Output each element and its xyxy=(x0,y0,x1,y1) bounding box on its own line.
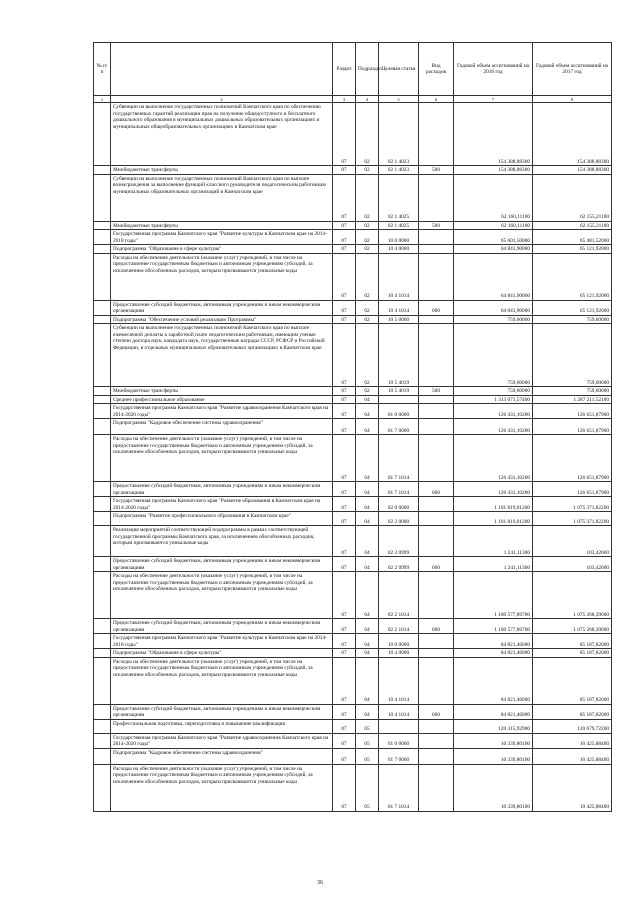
row-name-cell: Государственная программа Камчатского края "Развитие здравоохранения Камчатского края на 2014-2020 годы" xyxy=(111,404,333,419)
row-target-cell: 10 5 0000 xyxy=(379,315,419,324)
row-subsection-cell: 04 xyxy=(356,419,379,435)
row-expense-cell xyxy=(419,419,454,435)
row-2016-cell: 126 431,10200 xyxy=(454,404,533,419)
row-subsection-cell: 04 xyxy=(356,404,379,419)
row-2016-cell: 84 821,46000 xyxy=(454,634,533,649)
row-section-cell: 07 xyxy=(333,764,356,811)
table-row xyxy=(94,649,612,658)
row-number-cell xyxy=(94,174,111,221)
row-section-cell: 07 xyxy=(333,657,356,704)
colnum: 1 xyxy=(94,96,111,103)
row-section-cell: 07 xyxy=(333,315,356,324)
table-row xyxy=(94,404,612,419)
row-target-cell: 02 2 0999 xyxy=(379,526,419,557)
row-expense-cell xyxy=(419,404,454,419)
row-subsection-cell: 04 xyxy=(356,704,379,719)
row-2016-cell: 126 431,10200 xyxy=(454,435,533,482)
row-expense-cell xyxy=(419,253,454,300)
row-section-cell: 07 xyxy=(333,395,356,404)
row-name-cell: Государственная программа Камчатского края "Развитие образования в Камчатском крае на 2014-2020 годы" xyxy=(111,497,333,512)
row-number-cell xyxy=(94,166,111,175)
row-2017-cell: 10 425,88400 xyxy=(533,748,612,764)
row-expense-cell xyxy=(419,572,454,619)
row-number-cell xyxy=(94,572,111,619)
colnum: 6 xyxy=(419,96,454,103)
row-2016-cell: 64 841,90000 xyxy=(454,245,533,254)
row-section-cell: 07 xyxy=(333,482,356,497)
row-number-cell xyxy=(94,634,111,649)
row-2016-cell: 10 339,80100 xyxy=(454,733,533,748)
row-target-cell: 01 0 0000 xyxy=(379,404,419,419)
table-row xyxy=(94,748,612,764)
row-expense-cell xyxy=(419,230,454,245)
row-target-cell: 02 2 1014 xyxy=(379,572,419,619)
row-subsection-cell: 02 xyxy=(356,387,379,396)
row-number-cell xyxy=(94,230,111,245)
row-section-cell: 07 xyxy=(333,253,356,300)
row-target-cell: 01 7 0000 xyxy=(379,748,419,764)
row-expense-cell xyxy=(419,395,454,404)
row-subsection-cell: 02 xyxy=(356,324,379,387)
table-row xyxy=(94,419,612,435)
row-target-cell: 10 4 0000 xyxy=(379,245,419,254)
row-name-cell: Предоставление субсидий бюджетным, автономным учреждениям и иным некоммерческим организациям xyxy=(111,619,333,634)
row-number-cell xyxy=(94,103,111,166)
row-2017-cell: 126 651,87900 xyxy=(533,482,612,497)
row-number-cell xyxy=(94,387,111,396)
row-expense-cell: 600 xyxy=(419,704,454,719)
row-number-cell xyxy=(94,512,111,526)
row-subsection-cell: 04 xyxy=(356,557,379,572)
row-target-cell: 01 7 1014 xyxy=(379,482,419,497)
row-subsection-cell: 02 xyxy=(356,300,379,315)
row-section-cell: 07 xyxy=(333,512,356,526)
row-subsection-cell: 04 xyxy=(356,435,379,482)
row-2016-cell: 84 821,46000 xyxy=(454,649,533,658)
row-section-cell: 07 xyxy=(333,230,356,245)
table-row xyxy=(94,230,612,245)
table-row xyxy=(94,174,612,221)
row-subsection-cell: 02 xyxy=(356,221,379,230)
row-target-cell: 01 7 1014 xyxy=(379,764,419,811)
row-2017-cell: 126 651,87900 xyxy=(533,404,612,419)
row-section-cell: 07 xyxy=(333,619,356,634)
row-section-cell: 07 xyxy=(333,497,356,512)
row-name-cell: Подпрограмма "Развитие профессионального образования в Камчатском крае" xyxy=(111,512,333,526)
table-row xyxy=(94,619,612,634)
row-name-cell: Среднее профессиональное образование xyxy=(111,395,333,404)
row-expense-cell xyxy=(419,315,454,324)
row-subsection-cell: 04 xyxy=(356,512,379,526)
row-target-cell: 02 1 4023 xyxy=(379,103,419,166)
row-subsection-cell: 04 xyxy=(356,395,379,404)
row-number-cell xyxy=(94,719,111,733)
row-subsection-cell: 04 xyxy=(356,634,379,649)
row-2017-cell: 65 121,92000 xyxy=(533,245,612,254)
row-2017-cell: 10 425,88400 xyxy=(533,733,612,748)
row-name-cell: Реализация мероприятий соответствующей подпрограммы в рамках соответствующей государственной программы Камчатского края, за исключением обособленных расходов, которым присваиваются уникальные коды xyxy=(111,526,333,557)
row-section-cell: 07 xyxy=(333,419,356,435)
header-subsection: Подраздел xyxy=(356,43,379,96)
row-target-cell xyxy=(379,395,419,404)
row-target-cell: 10 0 0000 xyxy=(379,230,419,245)
row-expense-cell xyxy=(419,764,454,811)
row-2017-cell: 85 187,82000 xyxy=(533,657,612,704)
row-number-cell xyxy=(94,315,111,324)
row-target-cell: 10 4 0000 xyxy=(379,649,419,658)
row-expense-cell xyxy=(419,103,454,166)
header-target: Целевая статья xyxy=(379,43,419,96)
row-subsection-cell: 02 xyxy=(356,230,379,245)
row-2017-cell: 1 075 268,39600 xyxy=(533,619,612,634)
row-2016-cell: 62 160,11100 xyxy=(454,221,533,230)
row-target-cell: 02 1 4025 xyxy=(379,174,419,221)
row-number-cell xyxy=(94,482,111,497)
table-header-row xyxy=(94,43,612,96)
table-row xyxy=(94,245,612,254)
colnum: 5 xyxy=(379,96,419,103)
row-name-cell: Предоставление субсидий бюджетным, автономным учреждениям и иным некоммерческим организациям xyxy=(111,704,333,719)
row-target-cell: 02 0 0000 xyxy=(379,497,419,512)
row-2017-cell: 85 187,82000 xyxy=(533,704,612,719)
row-subsection-cell: 05 xyxy=(356,748,379,764)
row-expense-cell xyxy=(419,497,454,512)
row-number-cell xyxy=(94,619,111,634)
table-row xyxy=(94,315,612,324)
row-name-cell: Государственная программа Камчатского края "Развитие культуры в Камчатском крае на 2014-2018 годы" xyxy=(111,230,333,245)
row-name-cell: Подпрограмма "Образование в сфере культуры" xyxy=(111,245,333,254)
row-number-cell xyxy=(94,324,111,387)
row-subsection-cell: 02 xyxy=(356,315,379,324)
table-row xyxy=(94,634,612,649)
row-section-cell: 07 xyxy=(333,649,356,658)
colnum: 4 xyxy=(356,96,379,103)
row-expense-cell xyxy=(419,634,454,649)
row-section-cell: 07 xyxy=(333,387,356,396)
row-section-cell: 07 xyxy=(333,572,356,619)
table-row xyxy=(94,497,612,512)
row-2017-cell: 62 155,21100 xyxy=(533,221,612,230)
table-row xyxy=(94,572,612,619)
row-target-cell: 01 0 0000 xyxy=(379,733,419,748)
row-2017-cell: 759,60000 xyxy=(533,387,612,396)
row-target-cell: 02 2 1014 xyxy=(379,619,419,634)
row-2016-cell: 10 339,80100 xyxy=(454,764,533,811)
row-section-cell: 07 xyxy=(333,174,356,221)
row-section-cell: 07 xyxy=(333,733,356,748)
colnum: 7 xyxy=(454,96,533,103)
row-number-cell xyxy=(94,526,111,557)
row-2017-cell: 103,42600 xyxy=(533,557,612,572)
table-row xyxy=(94,387,612,396)
row-2017-cell: 126 651,87900 xyxy=(533,435,612,482)
row-number-cell xyxy=(94,253,111,300)
row-name-cell: Подпрограмма "Кадровое обеспечение системы здравоохранения" xyxy=(111,748,333,764)
row-2016-cell: 126 431,10200 xyxy=(454,482,533,497)
row-2016-cell: 1 101 819,01200 xyxy=(454,512,533,526)
row-target-cell: 10 5 4019 xyxy=(379,387,419,396)
row-expense-cell xyxy=(419,512,454,526)
row-2016-cell: 10 339,80100 xyxy=(454,748,533,764)
row-name-cell: Государственная программа Камчатского края "Развитие культуры в Камчатском крае на 2014-2018 годы" xyxy=(111,634,333,649)
table-row xyxy=(94,324,612,387)
row-expense-cell: 500 xyxy=(419,221,454,230)
row-2016-cell: 1 101 819,01200 xyxy=(454,497,533,512)
row-name-cell: Субвенции на выполнение государственных полномочий Камчатского края по обеспечению государственных гарантий реализации прав на получение общедоступного и бесплатного дошкольного образования в муниципальных дошкольных образовательных организациях и муниципальных общеобразовательных организациях в Камчатском крае xyxy=(111,103,333,166)
table-row xyxy=(94,719,612,733)
row-2016-cell: 154 388,88300 xyxy=(454,166,533,175)
row-number-cell xyxy=(94,704,111,719)
budget-table-page xyxy=(93,42,611,812)
row-subsection-cell: 05 xyxy=(356,764,379,811)
row-name-cell: Предоставление субсидий бюджетным, автономным учреждениям и иным некоммерческим организациям xyxy=(111,557,333,572)
table-row xyxy=(94,733,612,748)
row-target-cell: 02 1 4025 xyxy=(379,221,419,230)
row-expense-cell: 500 xyxy=(419,166,454,175)
row-2017-cell: 65 121,92000 xyxy=(533,253,612,300)
row-subsection-cell: 04 xyxy=(356,526,379,557)
row-section-cell: 07 xyxy=(333,748,356,764)
row-2017-cell: 120 679,72200 xyxy=(533,719,612,733)
row-name-cell: Межбюджетные трансферты xyxy=(111,387,333,396)
row-expense-cell: 600 xyxy=(419,557,454,572)
row-section-cell: 07 xyxy=(333,634,356,649)
row-name-cell: Расходы на обеспечение деятельности (оказание услуг) учреждений, в том числе на предоставление государственным бюджетным и автономным учреждениям субсидий, за исключением обособленных расходов, которым присваиваются уникальные коды xyxy=(111,435,333,482)
table-row xyxy=(94,512,612,526)
row-name-cell: Расходы на обеспечение деятельности (оказание услуг) учреждений, в том числе на предоставление государственным бюджетным и автономным учреждениям субсидий, за исключением обособленных расходов, которым присваиваются уникальные коды xyxy=(111,764,333,811)
table-row xyxy=(94,395,612,404)
row-2016-cell: 1 100 577,89700 xyxy=(454,572,533,619)
row-2016-cell: 120 315,92900 xyxy=(454,719,533,733)
row-number-cell xyxy=(94,764,111,811)
row-section-cell: 07 xyxy=(333,719,356,733)
row-2017-cell: 154 388,88300 xyxy=(533,166,612,175)
row-expense-cell xyxy=(419,526,454,557)
row-number-cell xyxy=(94,395,111,404)
row-2017-cell: 759,60000 xyxy=(533,315,612,324)
row-number-cell xyxy=(94,657,111,704)
row-expense-cell xyxy=(419,324,454,387)
row-expense-cell xyxy=(419,733,454,748)
row-2016-cell: 759,60000 xyxy=(454,315,533,324)
row-2016-cell: 1 241,11300 xyxy=(454,526,533,557)
header-2017: Годовой объем ассигнований на 2017 год xyxy=(533,43,612,96)
row-target-cell: 10 4 1014 xyxy=(379,704,419,719)
table-row xyxy=(94,482,612,497)
row-section-cell: 07 xyxy=(333,404,356,419)
row-section-cell: 07 xyxy=(333,300,356,315)
row-2017-cell: 62 155,21100 xyxy=(533,174,612,221)
row-2016-cell: 1 313 071,57400 xyxy=(454,395,533,404)
row-name-cell: Профессиональная подготовка, переподготовка и повышение квалификации xyxy=(111,719,333,733)
row-2016-cell: 759,60000 xyxy=(454,324,533,387)
row-target-cell: 10 4 1014 xyxy=(379,657,419,704)
row-2017-cell: 85 187,82000 xyxy=(533,634,612,649)
table-row xyxy=(94,166,612,175)
row-expense-cell xyxy=(419,174,454,221)
row-name-cell: Предоставление субсидий бюджетным, автономным учреждениям и иным некоммерческим организациям xyxy=(111,482,333,497)
row-name-cell: Государственная программа Камчатского края "Развитие здравоохранения Камчатского края на 2014-2020 годы" xyxy=(111,733,333,748)
row-2016-cell: 154 388,88300 xyxy=(454,103,533,166)
row-expense-cell: 600 xyxy=(419,300,454,315)
row-section-cell: 07 xyxy=(333,103,356,166)
row-2017-cell: 1 075 371,82200 xyxy=(533,497,612,512)
row-subsection-cell: 05 xyxy=(356,733,379,748)
table-row xyxy=(94,253,612,300)
row-expense-cell: 500 xyxy=(419,387,454,396)
row-subsection-cell: 04 xyxy=(356,649,379,658)
row-2016-cell: 65 601,50000 xyxy=(454,230,533,245)
page-number: 36 xyxy=(317,880,323,886)
row-subsection-cell: 04 xyxy=(356,619,379,634)
colnum: 2 xyxy=(111,96,333,103)
row-section-cell: 07 xyxy=(333,245,356,254)
row-name-cell: Межбюджетные трансферты xyxy=(111,166,333,175)
row-target-cell: 10 4 1014 xyxy=(379,253,419,300)
row-2017-cell: 1 287 211,52100 xyxy=(533,395,612,404)
row-2017-cell: 759,60000 xyxy=(533,324,612,387)
row-expense-cell: 600 xyxy=(419,619,454,634)
table-row xyxy=(94,657,612,704)
row-expense-cell: 600 xyxy=(419,482,454,497)
row-2016-cell: 64 841,90000 xyxy=(454,253,533,300)
row-2016-cell: 84 821,46000 xyxy=(454,657,533,704)
header-num: № п/п xyxy=(94,43,111,96)
row-name-cell: Субвенции на выполнение государственных полномочий Камчатского края по выплате вознаграждения за выполнение функций классного руководителя педагогическим работникам муниципальных образовательных организаций в Камчатском крае xyxy=(111,174,333,221)
row-expense-cell xyxy=(419,657,454,704)
row-expense-cell xyxy=(419,649,454,658)
colnum: 8 xyxy=(533,96,612,103)
row-target-cell: 02 2 0999 xyxy=(379,557,419,572)
row-section-cell: 07 xyxy=(333,166,356,175)
header-section: Раздел xyxy=(333,43,356,96)
row-section-cell: 07 xyxy=(333,324,356,387)
row-subsection-cell: 04 xyxy=(356,572,379,619)
row-target-cell: 10 4 1014 xyxy=(379,300,419,315)
budget-table xyxy=(93,42,612,812)
table-row xyxy=(94,103,612,166)
row-subsection-cell: 04 xyxy=(356,482,379,497)
row-target-cell: 10 5 4019 xyxy=(379,324,419,387)
row-number-cell xyxy=(94,649,111,658)
row-2017-cell: 1 075 268,39600 xyxy=(533,572,612,619)
row-number-cell xyxy=(94,221,111,230)
row-expense-cell xyxy=(419,245,454,254)
row-expense-cell xyxy=(419,435,454,482)
row-subsection-cell: 02 xyxy=(356,103,379,166)
row-name-cell: Субвенции на выполнение государственных полномочий Камчатского края по выплате ежемесячной доплаты к заработной плате педагогическим работникам, имеющим ученые степени доктора наук, кандидата наук, государственные награды СССР, РСФСР и Российской Федерации, в отдельных муниципальных образовательных организациях в Камчатском крае xyxy=(111,324,333,387)
column-number-row xyxy=(94,96,612,103)
table-row xyxy=(94,221,612,230)
row-section-cell: 07 xyxy=(333,704,356,719)
row-expense-cell xyxy=(419,719,454,733)
row-subsection-cell: 04 xyxy=(356,497,379,512)
row-expense-cell xyxy=(419,748,454,764)
row-number-cell xyxy=(94,419,111,435)
table-row xyxy=(94,557,612,572)
row-section-cell: 07 xyxy=(333,526,356,557)
table-body xyxy=(94,103,612,812)
row-name-cell: Расходы на обеспечение деятельности (оказание услуг) учреждений, в том числе на предоставление государственным бюджетным и автономным учреждениям субсидий, за исключением обособленных расходов, которым присваиваются уникальные коды xyxy=(111,253,333,300)
row-name-cell: Расходы на обеспечение деятельности (оказание услуг) учреждений, в том числе на предоставление государственным бюджетным и автономным учреждениям субсидий, за исключением обособленных расходов, которым присваиваются уникальные коды xyxy=(111,657,333,704)
row-target-cell: 10 0 0000 xyxy=(379,634,419,649)
row-number-cell xyxy=(94,557,111,572)
row-2016-cell: 64 841,90000 xyxy=(454,300,533,315)
row-number-cell xyxy=(94,435,111,482)
row-2017-cell: 10 425,88400 xyxy=(533,764,612,811)
row-2017-cell: 85 187,82000 xyxy=(533,649,612,658)
row-subsection-cell: 05 xyxy=(356,719,379,733)
table-row xyxy=(94,300,612,315)
row-2017-cell: 1 075 371,82200 xyxy=(533,512,612,526)
row-section-cell: 07 xyxy=(333,435,356,482)
header-name xyxy=(111,43,333,96)
row-number-cell xyxy=(94,300,111,315)
row-2016-cell: 1 241,11300 xyxy=(454,557,533,572)
row-subsection-cell: 02 xyxy=(356,166,379,175)
row-number-cell xyxy=(94,404,111,419)
row-subsection-cell: 02 xyxy=(356,174,379,221)
row-name-cell: Межбюджетные трансферты xyxy=(111,221,333,230)
row-number-cell xyxy=(94,748,111,764)
row-number-cell xyxy=(94,497,111,512)
row-subsection-cell: 04 xyxy=(356,657,379,704)
row-name-cell: Расходы на обеспечение деятельности (оказание услуг) учреждений, в том числе на предоставление государственным бюджетным и автономным учреждениям субсидий, за исключением обособленных расходов, которым присваиваются уникальные коды xyxy=(111,572,333,619)
table-row xyxy=(94,764,612,811)
row-2017-cell: 154 388,88300 xyxy=(533,103,612,166)
row-2017-cell: 65 481,52000 xyxy=(533,230,612,245)
row-number-cell xyxy=(94,245,111,254)
row-section-cell: 07 xyxy=(333,557,356,572)
row-target-cell: 02 2 0000 xyxy=(379,512,419,526)
row-subsection-cell: 02 xyxy=(356,253,379,300)
row-target-cell: 02 1 4023 xyxy=(379,166,419,175)
row-2017-cell: 126 651,87900 xyxy=(533,419,612,435)
row-target-cell xyxy=(379,719,419,733)
header-2016: Годовой объем ассигнований на 2016 год xyxy=(454,43,533,96)
table-row xyxy=(94,704,612,719)
row-2017-cell: 65 121,92000 xyxy=(533,300,612,315)
row-name-cell: Подпрограмма "Образование в сфере культуры" xyxy=(111,649,333,658)
row-2016-cell: 62 160,11100 xyxy=(454,174,533,221)
colnum: 3 xyxy=(333,96,356,103)
row-2016-cell: 759,60000 xyxy=(454,387,533,396)
row-2016-cell: 84 821,46000 xyxy=(454,704,533,719)
row-name-cell: Подпрограмма "Обеспечение условий реализации Программы" xyxy=(111,315,333,324)
row-target-cell: 01 7 0000 xyxy=(379,419,419,435)
row-target-cell: 01 7 1014 xyxy=(379,435,419,482)
header-expense: Вид расходов xyxy=(419,43,454,96)
table-row xyxy=(94,526,612,557)
row-2017-cell: 103,42600 xyxy=(533,526,612,557)
row-subsection-cell: 02 xyxy=(356,245,379,254)
row-name-cell: Предоставление субсидий бюджетным, автономным учреждениям и иным некоммерческим организациям xyxy=(111,300,333,315)
row-2016-cell: 1 100 577,89700 xyxy=(454,619,533,634)
row-number-cell xyxy=(94,733,111,748)
table-row xyxy=(94,435,612,482)
row-section-cell: 07 xyxy=(333,221,356,230)
row-2016-cell: 126 431,10200 xyxy=(454,419,533,435)
row-name-cell: Подпрограмма "Кадровое обеспечение системы здравоохранения" xyxy=(111,419,333,435)
